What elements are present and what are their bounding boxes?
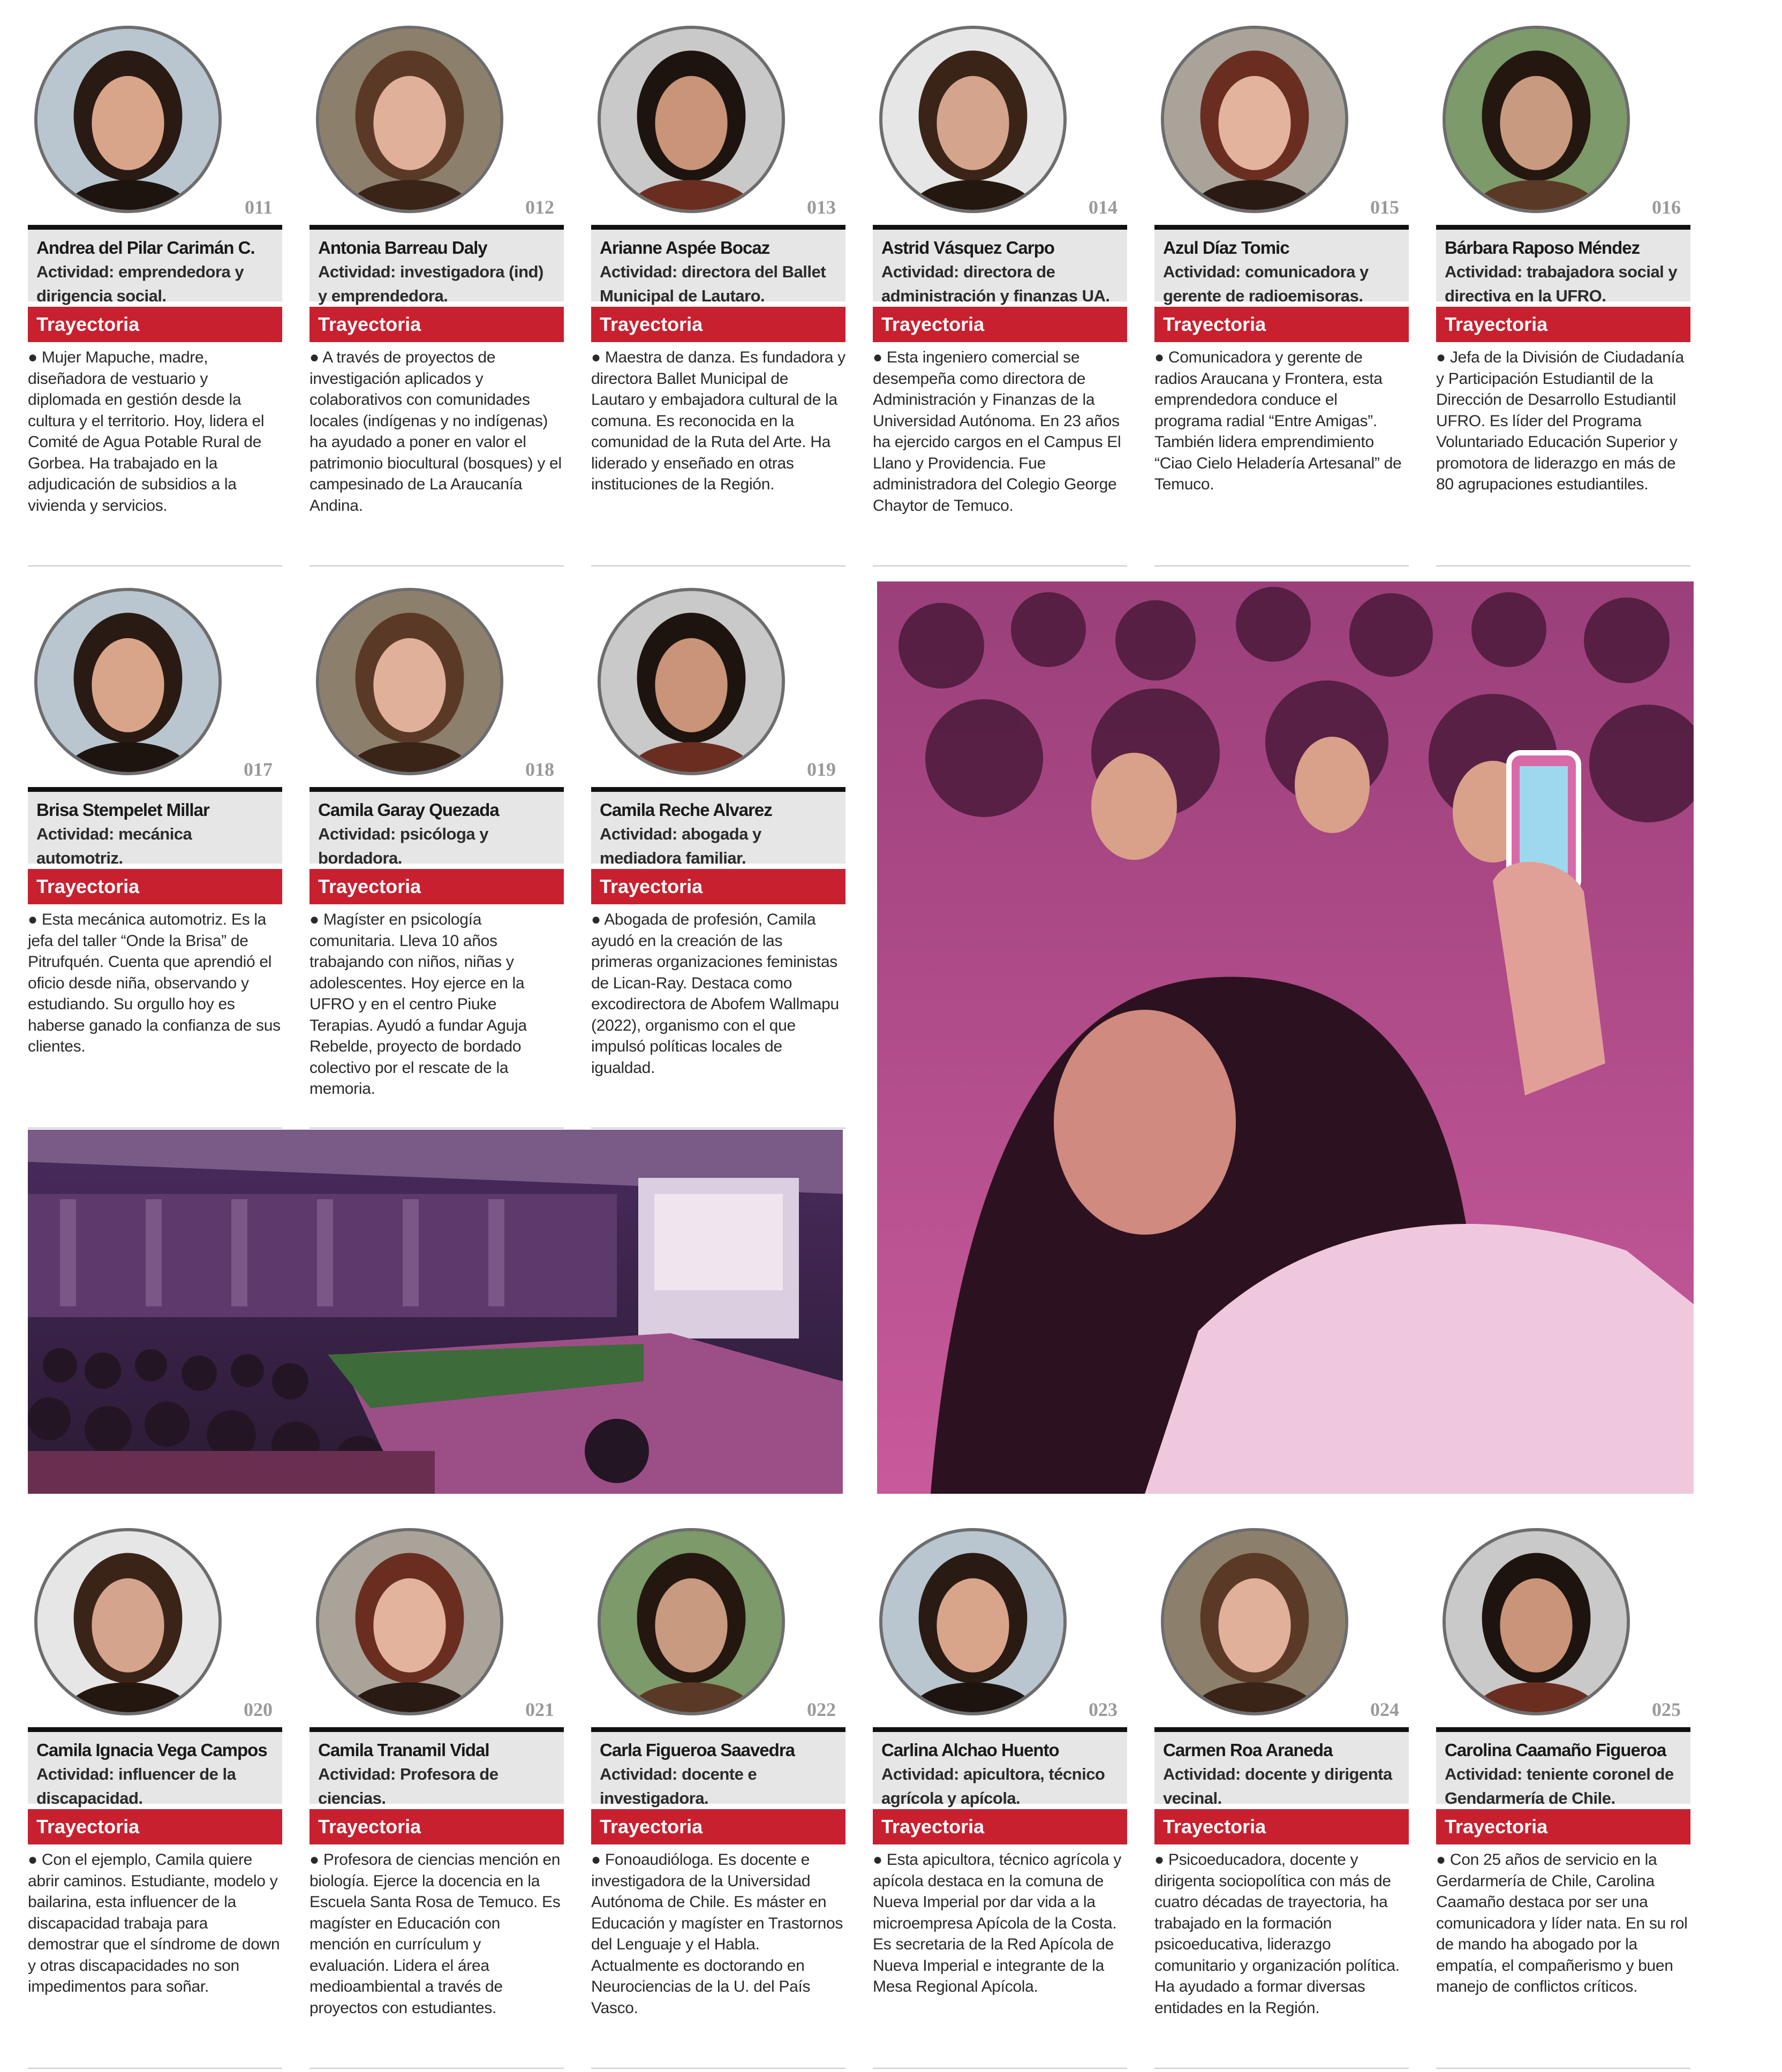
- name-box: [309, 230, 564, 305]
- person-activity: Actividad: apicultora, técnico agrícola y apícola.: [881, 1765, 1105, 1808]
- divider: [1436, 2068, 1690, 2069]
- portrait-photo: [34, 588, 222, 775]
- trajectory-text: ● Con el ejemplo, Camila quiere abrir caminos. Estudiante, modelo y bailarina, esta influencer de la discapacidad trabaja para demostrar que el síndrome de down y otras discapacidades no son impedimentos para soñar.: [28, 1851, 280, 1995]
- person-activity: Actividad: Profesora de ciencias.: [318, 1765, 499, 1808]
- portrait-photo: [1161, 1528, 1348, 1715]
- profile-number: 014: [1089, 196, 1117, 218]
- name-box: [28, 1732, 282, 1808]
- event-auditorium-photo: [28, 1130, 843, 1494]
- divider: [873, 225, 1127, 230]
- person-activity: Actividad: docente y dirigenta vecinal.: [1163, 1765, 1392, 1808]
- divider: [873, 2068, 1127, 2069]
- trajectory-label: Trayectoria: [309, 1809, 564, 1844]
- person-name: Camila Ignacia Vega Campos: [36, 1740, 267, 1760]
- person-name: Carlina Alchao Huento: [881, 1740, 1059, 1760]
- divider: [309, 225, 564, 230]
- divider: [591, 1727, 845, 1732]
- name-box: [591, 1732, 845, 1808]
- person-name: Antonia Barreau Daly: [318, 238, 487, 258]
- profile-number: 025: [1652, 1699, 1681, 1720]
- trajectory-label: Trayectoria: [1154, 1809, 1409, 1844]
- person-name: Bárbara Raposo Méndez: [1445, 238, 1640, 258]
- profile-number: 012: [525, 196, 554, 218]
- divider: [873, 565, 1127, 566]
- name-box: [28, 230, 282, 305]
- audience-phone-photo: [877, 581, 1694, 1494]
- person-activity: Actividad: directora de administración y finanzas UA.: [881, 262, 1110, 305]
- trajectory-label: Trayectoria: [591, 307, 845, 342]
- divider: [28, 565, 282, 566]
- person-activity: Actividad: emprendedora y dirigencia social.: [36, 262, 244, 305]
- name-box: [28, 792, 282, 867]
- profile-number: 023: [1089, 1699, 1117, 1720]
- divider: [309, 2068, 564, 2069]
- divider: [1154, 225, 1409, 230]
- person-name: Arianne Aspée Bocaz: [600, 238, 770, 258]
- person-activity: Actividad: psicóloga y bordadora.: [318, 825, 489, 867]
- trajectory-text: ● Maestra de danza. Es fundadora y directora Ballet Municipal de Lautaro y embajadora cultural de la comuna. Es reconocida en la comunidad de la Ruta del Arte. Ha liderado y enseñado en otras instituciones de la Región.: [591, 349, 845, 493]
- portrait-photo: [598, 1528, 785, 1715]
- profile-number: 015: [1370, 196, 1399, 218]
- person-name: Astrid Vásquez Carpo: [881, 238, 1054, 258]
- person-activity: Actividad: investigadora (ind) y emprendedora.: [318, 262, 543, 305]
- name-box: [1436, 230, 1690, 305]
- trajectory-text: ● Con 25 años de servicio en la Gerdarmería de Chile, Carolina Caamaño destaca por ser una comunicadora y líder nata. En su rol de mando ha abogado por la empatía, el compañerismo y buen manejo de conflictos críticos.: [1436, 1851, 1688, 1995]
- trajectory-label: Trayectoria: [873, 1809, 1127, 1844]
- profile-number: 018: [525, 759, 554, 780]
- trajectory-text: ● Esta apicultora, técnico agrícola y apícola destaca en la comuna de Nueva Imperial por dar vida a la microempresa Apícola de la Costa. Es secretaria de la Red Apícola de Nueva Imperial e integrante de la Mesa Regional Apícola.: [873, 1851, 1121, 1995]
- trajectory-text: ● Psicoeducadora, docente y dirigenta sociopolítica con más de cuatro décadas de trayectoria, ha trabajado en la formación psicoeducativa, liderazgo comunitario y organización política. Ha ayudado a formar diversas entidades en la Región.: [1154, 1851, 1400, 2017]
- trajectory-label: Trayectoria: [1154, 307, 1409, 342]
- portrait-photo: [879, 1528, 1067, 1715]
- divider: [28, 225, 282, 230]
- divider: [591, 787, 845, 792]
- portrait-photo: [598, 26, 785, 213]
- person-activity: Actividad: comunicadora y gerente de radioemisoras.: [1163, 262, 1369, 305]
- person-activity: Actividad: docente e investigadora.: [600, 1765, 757, 1808]
- name-box: [309, 1732, 564, 1808]
- portrait-photo: [34, 26, 222, 213]
- name-box: [1154, 230, 1409, 305]
- trajectory-label: Trayectoria: [309, 307, 564, 342]
- person-activity: Actividad: directora del Ballet Municipal de Lautaro.: [600, 262, 826, 305]
- person-name: Carmen Roa Araneda: [1163, 1740, 1333, 1760]
- trajectory-text: ● Mujer Mapuche, madre, diseñadora de vestuario y diplomada en gestión desde la cultura y el territorio. Hoy, lidera el Comité de Agua Potable Rural de Gorbea. Ha trabajado en la adjudicación de subsidios a la vivienda y servicios.: [28, 349, 265, 515]
- trajectory-label: Trayectoria: [1436, 307, 1690, 342]
- trajectory-text: ● A través de proyectos de investigación aplicados y colaborativos con comunidades locales (indígenas y no indígenas) ha ayudado a poner en valor el patrimonio biocultural (bosques) y el campesinado de La Araucanía Andina.: [309, 349, 562, 515]
- trajectory-label: Trayectoria: [309, 869, 564, 904]
- divider: [591, 565, 845, 566]
- portrait-photo: [34, 1528, 222, 1715]
- trajectory-text: ● Jefa de la División de Ciudadanía y Participación Estudiantil de la Dirección de Desarrollo Estudiantil UFRO. Es líder del Programa Voluntariado Educación Superior y promotora de liderazgo en más de 80 agrupaciones estudiantiles.: [1436, 349, 1684, 493]
- profile-number: 021: [525, 1699, 554, 1720]
- divider: [28, 2068, 282, 2069]
- trajectory-text: ● Comunicadora y gerente de radios Araucana y Frontera, esta emprendedora conduce el programa radial “Entre Amigas”. También lidera emprendimiento “Ciao Cielo Heladería Artesanal” de Temuco.: [1154, 349, 1402, 493]
- divider: [1154, 1727, 1409, 1732]
- person-name: Carla Figueroa Saavedra: [600, 1740, 795, 1760]
- person-activity: Actividad: trabajadora social y directiva en la UFRO.: [1445, 262, 1678, 305]
- person-name: Camila Tranamil Vidal: [318, 1740, 489, 1760]
- name-box: [873, 1732, 1127, 1808]
- divider: [28, 787, 282, 792]
- profile-number: 024: [1370, 1699, 1399, 1720]
- divider: [873, 1727, 1127, 1732]
- person-activity: Actividad: mecánica automotriz.: [36, 825, 192, 867]
- profile-number: 016: [1652, 196, 1681, 218]
- divider: [1436, 565, 1690, 566]
- trajectory-label: Trayectoria: [591, 1809, 845, 1844]
- profile-number: 011: [244, 196, 273, 218]
- trajectory-text: ● Magíster en psicología comunitaria. Lleva 10 años trabajando con niños, niñas y adolescentes. Hoy ejerce en la UFRO y en el centro Piuke Terapias. Ayudó a fundar Aguja Rebelde, proyecto de bordado colectivo por el rescate de la memoria.: [309, 911, 527, 1098]
- profile-number: 019: [807, 759, 836, 780]
- trajectory-label: Trayectoria: [1436, 1809, 1690, 1844]
- divider: [309, 1128, 564, 1129]
- person-name: Carolina Caamaño Figueroa: [1445, 1740, 1666, 1760]
- profile-number: 022: [807, 1699, 836, 1720]
- divider: [309, 565, 564, 566]
- divider: [591, 2068, 845, 2069]
- person-name: Azul Díaz Tomic: [1163, 238, 1289, 258]
- name-box: [591, 230, 845, 305]
- portrait-photo: [598, 588, 785, 775]
- profile-number: 017: [244, 759, 273, 780]
- trajectory-label: Trayectoria: [873, 307, 1127, 342]
- trajectory-label: Trayectoria: [28, 307, 282, 342]
- person-activity: Actividad: teniente coronel de Gendarmería de Chile.: [1445, 1765, 1674, 1808]
- divider: [309, 787, 564, 792]
- portrait-photo: [1161, 26, 1348, 213]
- person-name: Camila Reche Alvarez: [600, 800, 772, 820]
- trajectory-text: ● Abogada de profesión, Camila ayudó en la creación de las primeras organizaciones feministas de Lican-Ray. Destaca como excodirectora de Abofem Wallmapu (2022), organismo con el que impulsó políticas locales de igualdad.: [591, 911, 839, 1077]
- divider: [591, 1128, 845, 1129]
- divider: [1154, 2068, 1409, 2069]
- portrait-photo: [1443, 26, 1630, 213]
- name-box: [1436, 1732, 1690, 1808]
- name-box: [873, 230, 1127, 305]
- person-name: Camila Garay Quezada: [318, 800, 499, 820]
- person-activity: Actividad: abogada y mediadora familiar.: [600, 825, 761, 867]
- profile-number: 020: [244, 1699, 273, 1720]
- divider: [28, 1727, 282, 1732]
- divider: [1436, 225, 1690, 230]
- divider: [1154, 565, 1409, 566]
- divider: [28, 1128, 282, 1129]
- person-name: Brisa Stempelet Millar: [36, 800, 209, 820]
- trajectory-text: ● Esta ingeniero comercial se desempeña como directora de Administración y Finanzas de la Universidad Autónoma. En 23 años ha ejercido cargos en el Campus El Llano y Providencia. Fue administradora del Colegio George Chaytor de Temuco.: [873, 349, 1121, 515]
- person-activity: Actividad: influencer de la discapacidad.: [36, 1765, 236, 1808]
- trajectory-text: ● Esta mecánica automotriz. Es la jefa del taller “Onde la Brisa” de Pitrufquén. Cuenta que aprendió el oficio desde niña, observando y estudiando. Su orgullo hoy es haberse ganado la confianza de sus clientes.: [28, 911, 281, 1055]
- divider: [309, 1727, 564, 1732]
- trajectory-label: Trayectoria: [591, 869, 845, 904]
- portrait-photo: [316, 588, 503, 775]
- person-name: Andrea del Pilar Carimán C.: [36, 238, 255, 258]
- portrait-photo: [316, 26, 503, 213]
- divider: [1436, 1727, 1690, 1732]
- name-box: [309, 792, 564, 867]
- portrait-photo: [1443, 1528, 1630, 1715]
- trajectory-text: ● Profesora de ciencias mención en biología. Ejerce la docencia en la Escuela Santa Rosa de Temuco. Es magíster en Educación con mención en currículum y evaluación. Lidera el área medioambiental a través de proyectos con estudiantes.: [309, 1851, 561, 2017]
- trajectory-label: Trayectoria: [28, 1809, 282, 1844]
- name-box: [591, 792, 845, 867]
- trajectory-label: Trayectoria: [28, 869, 282, 904]
- divider: [591, 225, 845, 230]
- profile-number: 013: [807, 196, 836, 218]
- portrait-photo: [879, 26, 1067, 213]
- portrait-photo: [316, 1528, 503, 1715]
- trajectory-text: ● Fonoaudióloga. Es docente e investigadora de la Universidad Autónoma de Chile. Es máster en Educación y magíster en Trastornos del Lenguaje y el Habla. Actualmente es doctorando en Neurociencias de la U. del País Vasco.: [591, 1851, 843, 2017]
- name-box: [1154, 1732, 1409, 1808]
